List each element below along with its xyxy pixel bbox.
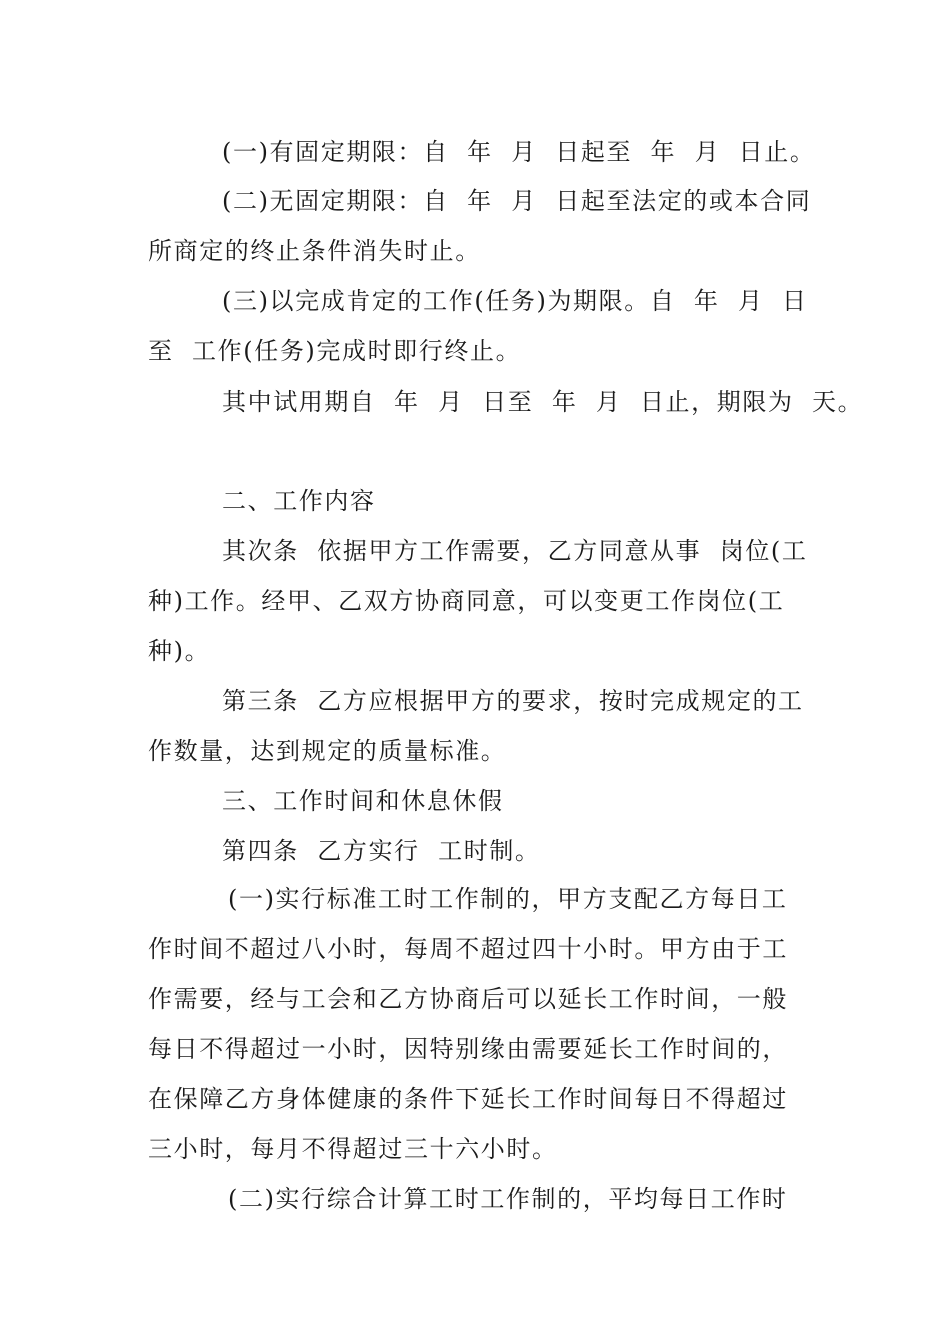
section-heading-work-hours: 三、工作时间和休息休假	[222, 787, 504, 815]
term-task-line: (三)以完成肯定的工作(任务)为期限。自 年 月 日	[222, 287, 808, 315]
term-fixed-line: (一)有固定期限：自 年 月 日起至 年 月 日止。	[222, 138, 816, 166]
term-task-line-cont: 至 工作(任务)完成时即行终止。	[148, 337, 522, 365]
article-3-line-cont: 作数量，达到规定的质量标准。	[148, 737, 507, 765]
standard-hours-line: (一)实行标准工时工作制的，甲方支配乙方每日工	[228, 885, 788, 913]
standard-hours-line-5: 在保障乙方身体健康的条件下延长工作时间每日不得超过	[148, 1085, 788, 1113]
standard-hours-line-2: 作时间不超过八小时，每周不超过四十小时。甲方由于工	[148, 935, 788, 963]
article-2-line-end: 种)。	[148, 637, 211, 665]
article-4-line: 第四条 乙方实行 工时制。	[222, 837, 541, 865]
article-2-line: 其次条 依据甲方工作需要，乙方同意从事 岗位(工	[222, 537, 808, 565]
section-heading-work-content: 二、工作内容	[222, 487, 376, 515]
term-unfixed-line: (二)无固定期限：自 年 月 日起至法定的或本合同	[222, 187, 812, 215]
term-unfixed-line-cont: 所商定的终止条件消失时止。	[148, 237, 481, 265]
comprehensive-hours-line: (二)实行综合计算工时工作制的，平均每日工作时	[228, 1185, 788, 1213]
article-3-line: 第三条 乙方应根据甲方的要求，按时完成规定的工	[222, 687, 804, 715]
standard-hours-line-6: 三小时，每月不得超过三十六小时。	[148, 1135, 558, 1163]
probation-line: 其中试用期自 年 月 日至 年 月 日止，期限为 天。	[222, 388, 864, 416]
standard-hours-line-3: 作需要，经与工会和乙方协商后可以延长工作时间，一般	[148, 985, 788, 1013]
standard-hours-line-4: 每日不得超过一小时，因特别缘由需要延长工作时间的，	[148, 1035, 788, 1063]
article-2-line-cont: 种)工作。经甲、乙双方协商同意，可以变更工作岗位(工	[148, 587, 785, 615]
